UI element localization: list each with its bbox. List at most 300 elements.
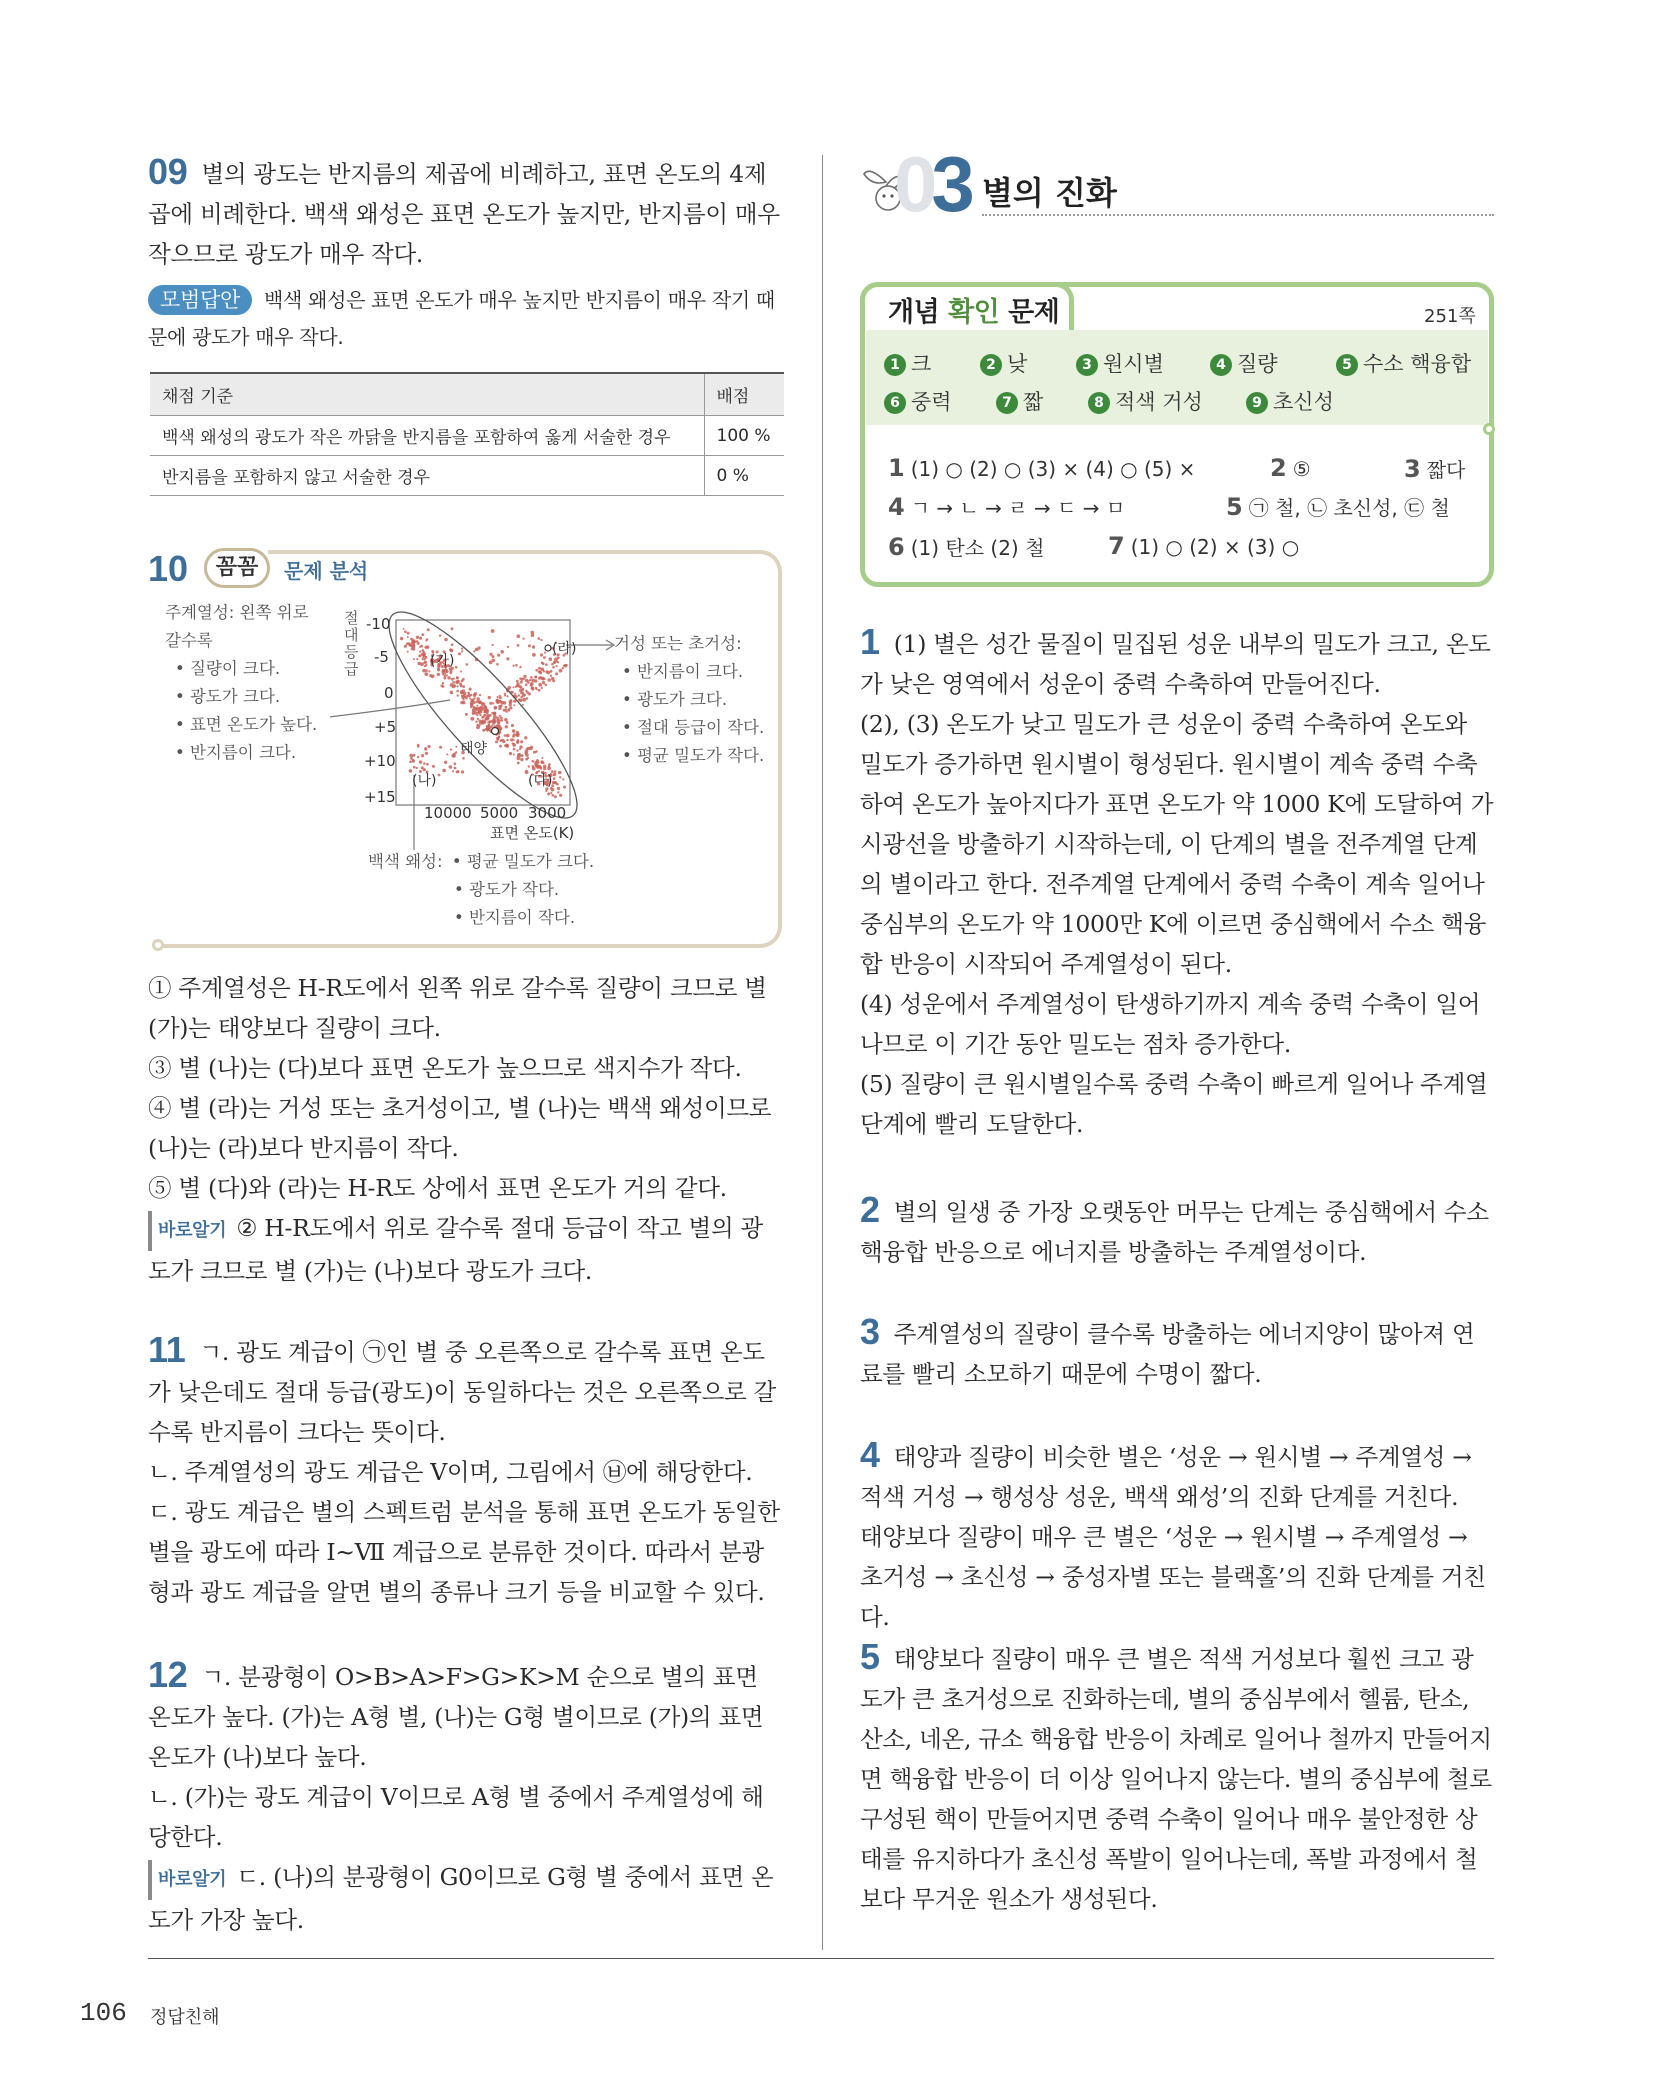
table-cell: 반지름을 포함하지 않고 서술한 경우 — [150, 456, 704, 496]
star-point — [458, 652, 461, 655]
star-point — [444, 638, 448, 642]
choice-item: ① 주계열성은 H-R도에서 왼쪽 위로 갈수록 질량이 크므로 별 (가)는 태양보다 질량이 크다. — [148, 974, 767, 1042]
question-number: 09 — [148, 151, 188, 192]
star-point — [425, 669, 428, 672]
star-point — [497, 696, 499, 698]
star-point — [486, 727, 489, 730]
star-point — [462, 685, 465, 688]
note-line: • 반지름이 크다. — [622, 662, 744, 681]
answer-text: 태양과 질량이 비슷한 별은 ‘성운 → 원시별 → 주계열성 → 적색 거성 → 행성상 성운, 백색 왜성’의 진화 단계를 거친다. — [860, 1443, 1472, 1511]
star-point — [513, 665, 515, 667]
star-point — [516, 680, 519, 683]
star-point — [465, 713, 468, 716]
star-point — [492, 659, 496, 663]
star-point — [460, 701, 463, 704]
correction-text: ② H-R도에서 위로 갈수록 절대 등급이 작고 별의 광도가 크므로 별 (가)는 (나)보다 광도가 크다. — [148, 1214, 763, 1285]
star-point — [503, 701, 506, 704]
star-point — [532, 646, 535, 649]
star-point — [457, 694, 459, 696]
note-line: 갈수록 — [165, 631, 213, 650]
note-line: • 반지름이 작다. — [454, 908, 576, 927]
question-r4 — [860, 1435, 1494, 1637]
star-point — [527, 682, 529, 684]
question-number: 1 — [860, 621, 880, 662]
star-point — [552, 666, 555, 669]
correction-tag: 바로알기 — [148, 1860, 226, 1900]
star-point — [547, 671, 550, 674]
star-point — [425, 664, 427, 666]
star-point — [407, 632, 410, 635]
question-number: 12 — [148, 1654, 188, 1695]
star-point — [559, 669, 563, 673]
star-point — [504, 709, 507, 712]
star-label-ra: (라) — [552, 641, 577, 657]
hr-diagram — [330, 600, 620, 850]
star-point — [407, 651, 409, 653]
star-point — [413, 658, 415, 660]
star-point — [489, 714, 492, 717]
star-point — [541, 687, 543, 689]
star-point — [528, 644, 531, 647]
star-point — [485, 709, 489, 713]
main-sequence-note — [165, 599, 340, 767]
answer-item: 6 (1) 탄소 (2) 철 — [888, 533, 1045, 561]
star-point — [459, 683, 462, 686]
star-point — [413, 766, 416, 769]
star-point — [465, 697, 468, 700]
star-point — [439, 746, 442, 749]
star-point — [469, 688, 472, 691]
star-point — [421, 649, 424, 652]
star-point — [499, 700, 501, 702]
answer-text: (5) 질량이 큰 원시별일수록 중력 수축이 빠르게 일어나 주계열 단계에 빨리 도달한다. — [860, 1070, 1488, 1138]
star-point — [505, 744, 508, 747]
note-line: • 광도가 크다. — [622, 690, 728, 709]
star-point — [535, 669, 538, 672]
x-tick: 3000 — [528, 804, 567, 822]
star-point — [461, 650, 463, 652]
answer-text: 태양보다 질량이 매우 큰 별은 ‘성운 → 원시별 → 주계열성 → 초거성 → 초신성 → 중성자별 또는 블랙홀’의 진화 단계를 거친다. — [860, 1523, 1486, 1631]
star-point — [518, 694, 520, 696]
star-point — [429, 674, 432, 677]
correction-tag: 바로알기 — [148, 1211, 226, 1251]
star-point — [520, 740, 523, 743]
star-point — [419, 655, 422, 658]
star-label-da: (다) — [528, 773, 553, 789]
star-point — [545, 790, 547, 792]
star-point — [441, 670, 445, 674]
star-point — [421, 754, 424, 757]
table-header: 채점 기준 — [150, 373, 704, 416]
star-point — [400, 637, 403, 640]
star-point — [479, 694, 481, 696]
star-point — [506, 695, 508, 697]
section-title: 별의 진화 — [982, 174, 1117, 212]
star-point — [539, 671, 542, 674]
star-point — [426, 645, 429, 648]
answer-text: 별의 일생 중 가장 오랫동안 머무는 단계는 중심핵에서 수소 핵융합 반응으로 에너지를 방출하는 주계열성이다. — [860, 1198, 1489, 1266]
star-point — [548, 765, 550, 767]
answer-text: (4) 성운에서 주계열성이 탄생하기까지 계속 중력 수축이 일어나므로 이 기간 동안 밀도는 점차 증가한다. — [860, 990, 1481, 1058]
star-point — [409, 754, 413, 758]
y-tick: -10 — [366, 615, 391, 633]
y-tick: -5 — [374, 648, 389, 666]
star-point — [468, 694, 471, 697]
star-point — [496, 699, 499, 702]
star-point — [494, 706, 498, 710]
model-answer-text: 백색 왜성은 표면 온도가 매우 높지만 반지름이 매우 작기 때문에 광도가 매우 작다. — [148, 288, 775, 349]
star-point — [432, 765, 435, 768]
star-point — [475, 721, 477, 723]
answer-item: 5 ㉠ 철, ㉡ 초신성, ㉢ 철 — [1226, 493, 1450, 521]
star-point — [499, 696, 502, 699]
note-line: • 광도가 작다. — [454, 880, 560, 899]
star-point — [411, 642, 413, 644]
blank-item: 9 초신성 — [1246, 386, 1334, 416]
star-point — [489, 702, 492, 705]
check-box-dot — [1483, 423, 1495, 435]
question-number: 2 — [860, 1189, 880, 1230]
star-point — [442, 769, 446, 773]
blank-item: 6 중력 — [884, 386, 952, 416]
question-r2 — [860, 1190, 1494, 1272]
star-point — [470, 701, 473, 704]
star-point — [509, 752, 512, 755]
giant-note — [614, 630, 784, 770]
star-point — [532, 765, 535, 768]
star-point — [517, 644, 520, 647]
answer-item: 7 (1) ○ (2) × (3) ○ — [1108, 532, 1300, 560]
star-point — [422, 658, 424, 660]
star-point — [489, 653, 492, 656]
x-tick: 5000 — [480, 804, 519, 822]
star-point — [501, 719, 504, 722]
star-point — [516, 734, 519, 737]
y-tick: 0 — [384, 684, 394, 702]
star-label-ga: (가) — [430, 653, 455, 669]
star-point — [443, 677, 446, 680]
star-point — [420, 662, 424, 666]
answer-text: (1) 별은 성간 물질이 밀집된 성운 내부의 밀도가 크고, 온도가 낮은 영역에서 성운이 중력 수축하여 만들어진다. — [860, 630, 1491, 698]
star-point — [545, 663, 548, 666]
star-point — [502, 740, 505, 743]
star-point — [547, 678, 551, 682]
star-point — [527, 747, 529, 749]
star-point — [455, 666, 458, 669]
star-point — [483, 705, 486, 708]
question-number: 3 — [860, 1311, 880, 1352]
star-point — [513, 686, 515, 688]
grading-table — [150, 372, 784, 496]
star-point — [492, 718, 495, 721]
answer-text: 주계열성의 질량이 클수록 방출하는 에너지양이 많아져 연료를 빨리 소모하기 때문에 수명이 짧다. — [860, 1320, 1475, 1388]
star-point — [446, 674, 448, 676]
analysis-title: 문제 분석 — [284, 559, 369, 583]
star-point — [469, 698, 471, 700]
blank-item: 8 적색 거성 — [1088, 386, 1203, 416]
star-point — [513, 753, 515, 755]
star-point — [423, 655, 426, 658]
star-point — [488, 696, 491, 699]
star-point — [535, 687, 537, 689]
star-point — [461, 648, 463, 650]
star-point — [500, 728, 502, 730]
star-point — [524, 736, 527, 739]
star-point — [493, 713, 496, 716]
star-point — [476, 705, 478, 707]
note-line: • 절대 등급이 작다. — [622, 718, 765, 737]
star-point — [404, 645, 407, 648]
star-point — [492, 702, 494, 704]
question-r3 — [860, 1312, 1494, 1394]
note-line: • 반지름이 크다. — [175, 743, 297, 762]
answer-text: (2), (3) 온도가 낮고 밀도가 큰 성운이 중력 수축하여 온도와 밀도가 증가하면 원시별이 형성된다. 원시별이 계속 중력 수축하여 온도가 높아지다가 표면 온도가 약 1000 K에 도달하여 가시광선을 방출하기 시작하는데, 이 단계의 별을 전주계열 단계의 별이라고 한다. 전주계열 단계에서 중력 수축이 계속 일어나 중심부의 온도가 약 1000만 K에 이르면 중심핵에서 수소 핵융합 반응이 시작되어 주계열성이 된다. — [860, 710, 1494, 978]
note-line: • 질량이 크다. — [175, 659, 281, 678]
star-point — [513, 704, 515, 706]
star-point — [517, 762, 520, 765]
star-point — [493, 725, 495, 727]
star-point — [520, 758, 524, 762]
question-12 — [148, 1655, 784, 1940]
star-point — [506, 739, 508, 741]
star-point — [461, 696, 465, 700]
choice-item: ㄷ. 광도 계급은 별의 스펙트럼 분석을 통해 표면 온도가 동일한 별을 광도에 따라 Ⅰ~Ⅶ 계급으로 분류한 것이다. 따라서 분광형과 광도 계급을 알면 별의 종류나 크기 등을 비교할 수 있다. — [148, 1498, 780, 1606]
answer-item: 2 ⑤ — [1270, 454, 1311, 482]
question-r1 — [860, 622, 1494, 1144]
star-point — [495, 740, 498, 743]
table-header: 배점 — [704, 373, 784, 416]
star-point — [540, 761, 543, 764]
table-cell: 백색 왜성의 광도가 작은 까닭을 반지름을 포함하여 옳게 서술한 경우 — [150, 416, 704, 456]
star-point — [419, 651, 421, 653]
blank-item: 7 짧 — [996, 386, 1043, 416]
star-point — [520, 696, 523, 699]
star-point — [474, 692, 477, 695]
star-point — [526, 697, 529, 700]
question-10-items — [148, 968, 784, 1291]
note-line: • 광도가 크다. — [175, 687, 281, 706]
star-point — [522, 704, 524, 706]
star-point — [425, 752, 428, 755]
answer-item: 1 (1) ○ (2) ○ (3) × (4) ○ (5) × — [888, 454, 1196, 482]
star-point — [552, 794, 555, 797]
question-number: 11 — [148, 1329, 186, 1370]
star-point — [437, 673, 440, 676]
star-point — [424, 747, 427, 750]
star-point — [535, 750, 538, 753]
star-point — [519, 745, 522, 748]
star-point — [507, 708, 510, 711]
star-point — [473, 650, 475, 652]
star-point — [523, 694, 526, 697]
blank-item: 3 원시별 — [1076, 348, 1164, 378]
star-point — [538, 683, 542, 687]
star-point — [531, 687, 534, 690]
star-point — [540, 653, 543, 656]
star-point — [537, 765, 540, 768]
star-point — [456, 690, 459, 693]
star-point — [472, 711, 476, 715]
star-point — [565, 664, 568, 667]
question-number: 4 — [860, 1434, 880, 1475]
star-point — [453, 678, 455, 680]
white-dwarf-note — [368, 848, 628, 932]
star-point — [554, 795, 557, 798]
concept-check-title: 개념 확인 문제 — [888, 297, 1060, 328]
star-point — [452, 770, 454, 772]
star-point — [517, 753, 520, 756]
star-point — [530, 676, 533, 679]
star-point — [563, 786, 566, 789]
choice-item: ㄴ. (가)는 광도 계급이 Ⅴ이므로 A형 별 중에서 주계열성에 해당한다. — [148, 1783, 764, 1851]
footer-rule — [148, 1958, 1494, 1959]
star-point — [439, 634, 441, 636]
star-point — [482, 716, 485, 719]
star-point — [423, 658, 425, 660]
note-line: 주계열성: 왼쪽 위로 — [165, 603, 309, 622]
star-point — [492, 644, 494, 646]
star-point — [553, 773, 557, 777]
frame-dot — [152, 939, 164, 951]
star-point — [511, 724, 514, 727]
answer-item: 3 짧다 — [1404, 455, 1466, 483]
star-point — [556, 665, 558, 667]
star-point — [563, 665, 565, 667]
star-point — [423, 762, 426, 765]
y-axis-label: 절대 등급 — [344, 609, 359, 678]
star-point — [541, 677, 544, 680]
star-point — [451, 627, 454, 630]
table-cell: 0 % — [704, 456, 784, 496]
star-point — [541, 662, 544, 665]
note-line: 거성 또는 초거성: — [614, 634, 742, 653]
star-point — [491, 629, 495, 633]
question-11 — [148, 1330, 784, 1612]
star-point — [504, 734, 507, 737]
page-reference: 251쪽 — [1424, 306, 1476, 327]
star-point — [522, 698, 526, 702]
star-point — [462, 678, 465, 681]
star-point — [451, 643, 454, 646]
star-point — [403, 628, 405, 630]
star-point — [506, 657, 509, 660]
star-point — [550, 670, 553, 673]
star-point — [519, 666, 521, 668]
star-point — [410, 757, 413, 760]
star-point — [457, 770, 460, 773]
star-point — [477, 718, 479, 720]
star-point — [476, 700, 479, 703]
star-point — [557, 787, 560, 790]
star-point — [497, 738, 500, 741]
star-point — [545, 684, 548, 687]
star-point — [504, 718, 508, 722]
question-number: 10 — [148, 548, 189, 589]
star-point — [455, 746, 457, 748]
star-point — [538, 677, 541, 680]
y-tick: +10 — [364, 752, 396, 770]
star-point — [511, 691, 514, 694]
star-point — [520, 686, 523, 689]
star-point — [520, 681, 523, 684]
star-point — [421, 766, 424, 769]
star-point — [404, 630, 407, 633]
star-point — [559, 776, 561, 778]
star-point — [543, 765, 546, 768]
star-point — [455, 680, 459, 684]
star-point — [542, 757, 544, 759]
star-point — [476, 725, 480, 729]
star-point — [450, 683, 454, 687]
star-point — [460, 671, 462, 673]
section-rule — [982, 214, 1494, 216]
star-point — [442, 685, 445, 688]
star-point — [532, 760, 534, 762]
note-line: • 표면 온도가 높다. — [175, 715, 318, 734]
star-point — [538, 637, 541, 640]
star-point — [513, 748, 516, 751]
page-number: 106 — [80, 1998, 127, 2028]
x-axis-label: 표면 온도(K) — [490, 824, 575, 842]
star-label-sun: 태양 — [460, 741, 488, 757]
star-point — [540, 639, 542, 641]
star-point — [453, 684, 456, 687]
blank-item: 1 크 — [884, 348, 931, 378]
star-point — [457, 685, 459, 687]
star-point — [556, 660, 558, 662]
star-point — [453, 755, 456, 758]
star-point — [516, 741, 519, 744]
section-number: 03 — [894, 140, 969, 228]
star-point — [523, 675, 526, 678]
star-point — [481, 721, 483, 723]
star-point — [406, 643, 408, 645]
star-point — [467, 692, 470, 695]
star-point — [507, 646, 509, 648]
star-point — [444, 761, 447, 764]
star-point — [416, 658, 418, 660]
star-point — [426, 763, 429, 766]
star-point — [544, 652, 546, 654]
note-line: • 평균 밀도가 작다. — [622, 746, 765, 765]
star-point — [450, 749, 452, 751]
star-point — [550, 675, 552, 677]
model-answer-badge: 모범답안 — [148, 285, 252, 315]
star-point — [519, 699, 523, 703]
star-point — [493, 715, 497, 719]
x-tick: 10000 — [424, 804, 472, 822]
model-answer — [148, 282, 784, 356]
star-point — [496, 663, 499, 666]
star-point — [442, 682, 444, 684]
star-point — [547, 792, 550, 795]
star-point — [456, 676, 458, 678]
star-point — [479, 710, 482, 713]
section-header — [858, 140, 1498, 230]
star-point — [488, 723, 490, 725]
choice-item: ⑤ 별 (다)와 (라)는 H-R도 상에서 표면 온도가 거의 같다. — [148, 1174, 727, 1202]
star-point — [421, 633, 424, 636]
star-point — [470, 706, 473, 709]
star-point — [554, 770, 557, 773]
star-point — [417, 756, 419, 758]
star-point — [473, 697, 475, 699]
star-point — [424, 672, 428, 676]
star-point — [498, 707, 501, 710]
star-point — [543, 656, 546, 659]
star-point — [556, 783, 559, 786]
answer-text: 태양보다 질량이 매우 큰 별은 적색 거성보다 훨씬 크고 광도가 큰 초거성으로 진화하는데, 별의 중심부에서 헬륨, 탄소, 산소, 네온, 규소 핵융합 반응이 차례로 일어나 철까지 만들어지면 핵융합 반응이 더 이상 일어나지 않는다. 별의 중심부에 철로 구성된 핵이 만들어지면 중력 수축이 일어나 매우 불안정한 상태를 유지하다가 초신성 폭발이 일어나는데, 폭발 과정에서 철보다 무거운 원소가 생성된다. — [860, 1645, 1492, 1913]
